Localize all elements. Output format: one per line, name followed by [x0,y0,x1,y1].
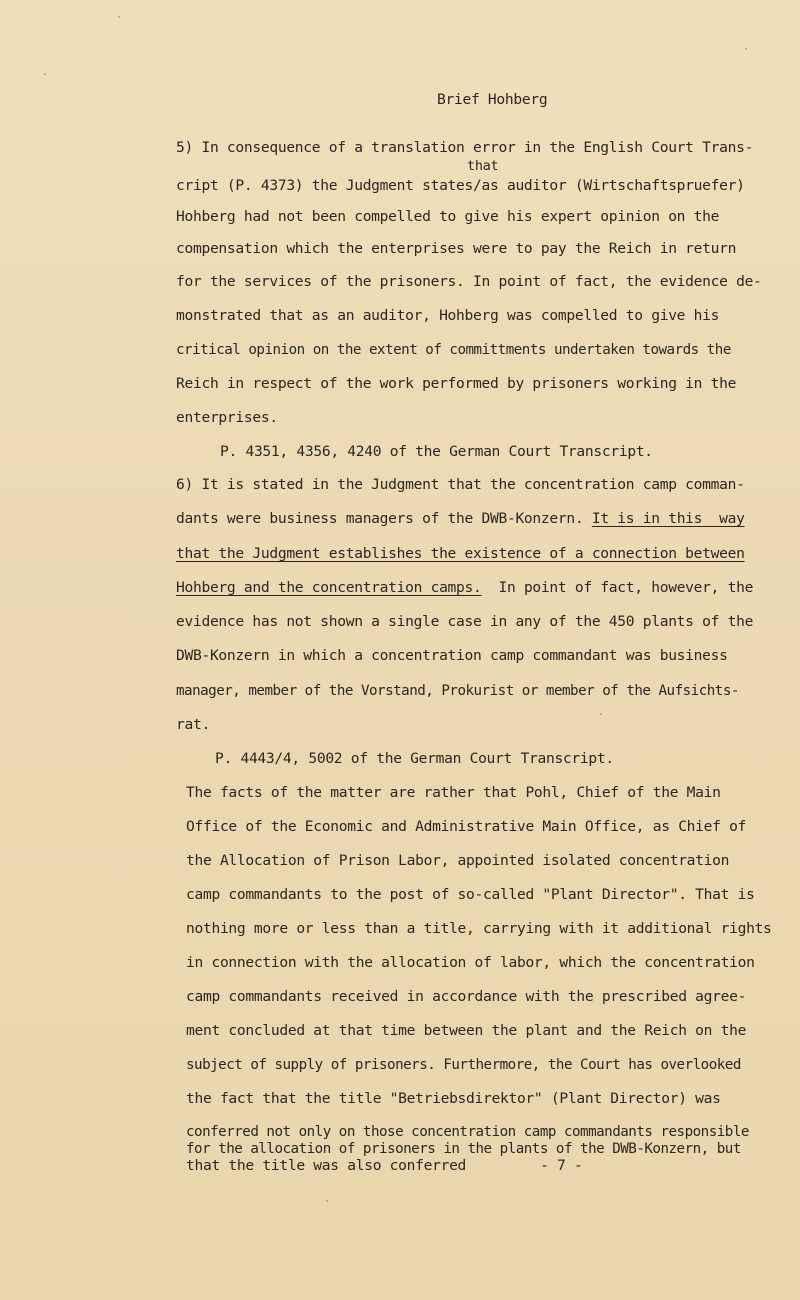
para7-line-5: nothing more or less than a title, carrying with it additional rights [186,920,772,937]
para7-line-9: subject of supply of prisoners. Furthermore, the Court has overlooked [186,1057,741,1073]
para6-line-5: evidence has not shown a single case in any of the 450 plants of the [176,613,754,630]
para7-line-11: conferred not only on those concentration camp commandants responsible [186,1124,749,1140]
paper-speck [600,713,602,715]
para5-line-8: Reich in respect of the work performed by prisoners working in the [176,375,737,392]
paper-speck [118,16,120,18]
para7-line-4: camp commandants to the post of so-called "Plant Director". That is [186,886,755,903]
para5-line-5: for the services of the prisoners. In point of fact, the evidence de- [176,273,762,290]
para7-line-7: camp commandants received in accordance with the prescribed agree- [186,988,747,1005]
para7-line-12: for the allocation of prisoners in the plants of the DWB-Konzern, but [186,1141,741,1157]
para7-line-2: Office of the Economic and Administrative Main Office, as Chief of [186,818,747,835]
para5-line-6: monstrated that as an auditor, Hohberg was compelled to give his [176,307,720,324]
page-number: - 7 - [540,1157,583,1174]
para6-line-2-plain: dants were business managers of the DWB-Konzern. [176,510,592,527]
para7-line-6: in connection with the allocation of labor, which the concentration [186,954,755,971]
para5-line-7: critical opinion on the extent of committments undertaken towards the [176,342,731,358]
para6-line-7: manager, member of the Vorstand, Prokurist or member of the Aufsichts- [176,683,739,699]
paper-speck [44,73,46,75]
para5-line-4: compensation which the enterprises were to pay the Reich in return [176,240,737,257]
para6-line-2 [176,510,745,528]
para6-line-6: DWB-Konzern in which a concentration camp commandant was business [176,647,728,664]
para6-line-3: that the Judgment establishes the existence of a connection between [176,545,745,562]
para7-line-1: The facts of the matter are rather that Pohl, Chief of the Main [186,784,721,801]
para6-line-4 [176,579,753,597]
para7-line-8: ment concluded at that time between the plant and the Reich on the [186,1022,747,1039]
paper-speck [326,1200,328,1202]
para5-handwritten-insert: that [467,158,499,174]
para6-line-4-plain: In point of fact, however, the [481,579,754,596]
para5-line-2: cript (P. 4373) the Judgment states/as auditor (Wirtschaftspruefer) [176,177,745,194]
para6-line-2-underlined: It is in this way [591,510,745,527]
page-heading: Brief Hohberg [437,91,548,108]
para5-line-9: enterprises. [176,409,278,426]
para7-line-13: that the title was also conferred [186,1157,467,1174]
para6-reference: P. 4443/4, 5002 of the German Court Transcript. [215,750,614,767]
para6-line-4-underlined: Hohberg and the concentration camps. [176,579,482,596]
para6-line-1: 6) It is stated in the Judgment that the concentration camp comman- [176,476,745,493]
para6-line-8: rat. [176,716,210,733]
para7-line-3: the Allocation of Prison Labor, appointed isolated concentration [186,852,730,869]
para5-line-1: 5) In consequence of a translation error in the English Court Trans- [176,139,754,156]
para5-reference: P. 4351, 4356, 4240 of the German Court Transcript. [220,443,653,460]
paper-speck [745,48,747,50]
para5-line-3: Hohberg had not been compelled to give his expert opinion on the [176,208,720,225]
para7-line-10: the fact that the title "Betriebsdirektor" (Plant Director) was [186,1090,721,1107]
